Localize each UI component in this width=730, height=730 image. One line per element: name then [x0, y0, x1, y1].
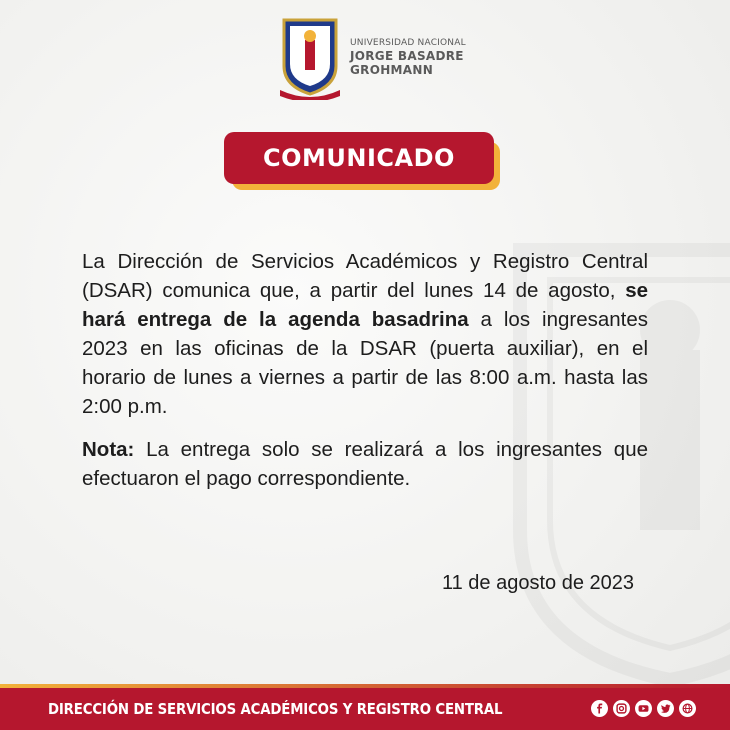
web-icon[interactable]	[679, 700, 696, 717]
logo-line-2: JORGE BASADRE	[350, 49, 464, 63]
university-seal-icon	[276, 14, 344, 100]
note-paragraph	[82, 435, 648, 493]
footer-bar	[0, 688, 730, 730]
twitter-icon[interactable]	[657, 700, 674, 717]
banner-title: COMUNICADO	[224, 132, 494, 184]
footer-title: DIRECCIÓN DE SERVICIOS ACADÉMICOS Y REGISTRO CENTRAL	[48, 700, 503, 718]
announcement-date: 11 de agosto de 2023	[441, 572, 634, 594]
announcement-body	[82, 247, 648, 507]
paragraph-highlight: se hará entrega de la agenda basadrina	[82, 279, 648, 331]
title-banner	[224, 132, 500, 192]
note-text: La entrega solo se realizará a los ingresantes que efectuaron el pago correspondiente.	[82, 438, 648, 490]
youtube-icon[interactable]	[635, 700, 652, 717]
social-icons	[591, 700, 696, 717]
logo-line-1: UNIVERSIDAD NACIONAL	[350, 38, 466, 48]
facebook-icon[interactable]	[591, 700, 608, 717]
paragraph-text-end: a los ingresantes 2023 en las oficinas de la DSAR (puerta auxiliar), en el horario de lunes a viernes a partir de las 8:00 a.m. hasta las 2:00 p.m.	[82, 308, 648, 418]
note-label: Nota:	[82, 438, 135, 461]
university-logo	[276, 14, 466, 100]
announcement-paragraph	[82, 247, 648, 421]
paragraph-text-start: La Dirección de Servicios Académicos y Registro Central (DSAR) comunica que, a partir del lunes 14 de agosto,	[82, 250, 648, 302]
instagram-icon[interactable]	[613, 700, 630, 717]
logo-line-3: GROHMANN	[350, 63, 434, 77]
